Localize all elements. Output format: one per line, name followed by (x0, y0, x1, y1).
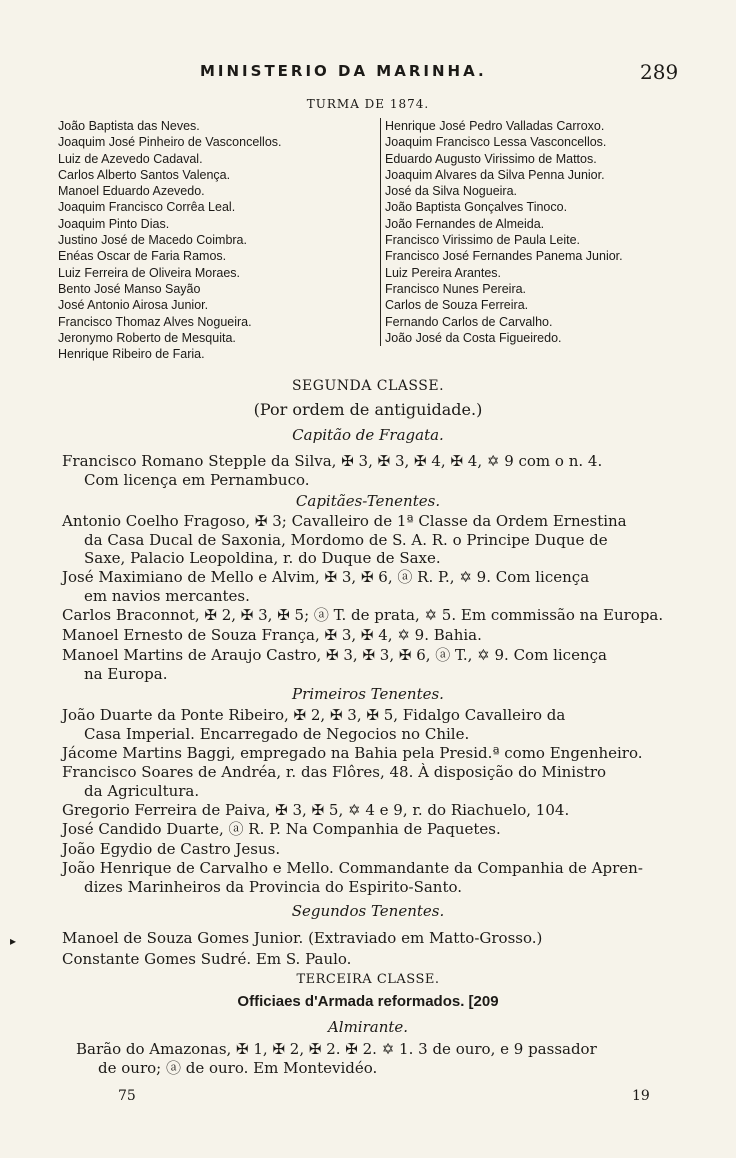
footer-signature-left: 75 (118, 1088, 136, 1104)
turma-heading: TURMA DE 1874. (306, 97, 430, 111)
entry-line: Saxe, Palacio Leopoldina, r. do Duque de Saxe. (84, 549, 441, 568)
list-item: José Antonio Airosa Junior. (58, 298, 209, 313)
entry (62, 744, 702, 763)
names-right-column (380, 118, 715, 346)
list-item: Bento José Manso Sayão (58, 281, 201, 296)
entry-line: dizes Marinheiros da Provincia do Espirito-Santo. (84, 877, 463, 896)
entry-line: de ouro; ⓐ de ouro. Em Montevidéo. (98, 1058, 378, 1077)
section-title: SEGUNDA CLASSE. (291, 378, 445, 394)
entry-line: Com licença em Pernambuco. (84, 470, 310, 489)
entry-line: Francisco Romano Stepple da Silva, ✠ 3, ✠ 3, ✠ 4, ✠ 4, ✡ 9 com o n. 4. (62, 452, 603, 470)
entry-line: Francisco Soares de Andréa, r. das Flôres, 48. À disposição do Ministro (62, 763, 607, 781)
entry-line: João Egydio de Castro Jesus. (62, 840, 281, 858)
entry (76, 1040, 716, 1077)
entry (62, 706, 702, 743)
names-left-column (58, 118, 376, 362)
entry-line: da Casa Ducal de Saxonia, Mordomo de S. A. R. o Principe Duque de (84, 530, 608, 549)
list-item: Fernando Carlos de Carvalho. (385, 314, 553, 329)
rank-heading: Capitão de Fragata. (292, 426, 444, 444)
section-title: TERCEIRA CLASSE. (296, 972, 440, 987)
list-item: Joaquim Pinto Dias. (58, 216, 170, 231)
entry-line: Jácome Martins Baggi, empregado na Bahia pela Presid.ª como Engenheiro. (62, 744, 643, 762)
entry (62, 820, 702, 839)
entry-line: Barão do Amazonas, ✠ 1, ✠ 2, ✠ 2. ✠ 2. ✡ 1. 3 de ouro, e 9 passador (76, 1040, 597, 1058)
entry-line: Casa Imperial. Encarregado de Negocios no Chile. (84, 724, 470, 743)
entry (62, 568, 702, 605)
list-item: João Fernandes de Almeida. (385, 216, 545, 231)
page-number: 289 (640, 60, 679, 84)
list-item: Henrique Ribeiro de Faria. (58, 347, 205, 362)
entry-line: Constante Gomes Sudré. Em S. Paulo. (62, 950, 352, 968)
list-item: Joaquim Francisco Lessa Vasconcellos. (385, 135, 607, 150)
entry (62, 763, 702, 800)
list-item: Eduardo Augusto Virissimo de Mattos. (385, 151, 597, 166)
entry-line: na Europa. (84, 664, 168, 683)
entry-line: José Maximiano de Mello e Alvim, ✠ 3, ✠ 6, ⓐ R. P., ✡ 9. Com licença (62, 568, 590, 586)
entry-line: Manoel Martins de Araujo Castro, ✠ 3, ✠ 3, ✠ 6, ⓐ T., ✡ 9. Com licença (62, 646, 607, 664)
list-item: João Baptista Gonçalves Tinoco. (385, 200, 568, 215)
list-item: Carlos de Souza Ferreira. (385, 298, 529, 313)
rank-heading: Capitães-Tenentes. (295, 492, 441, 510)
entry (62, 452, 702, 489)
section-subtitle: (Por ordem de antiguidade.) (253, 400, 483, 419)
list-item: Luiz Pereira Arantes. (385, 265, 502, 280)
entry-line: Carlos Braconnot, ✠ 2, ✠ 3, ✠ 5; ⓐ T. de prata, ✡ 5. Em commissão na Europa. (62, 606, 664, 624)
margin-mark: ▸ (10, 934, 17, 948)
list-item: Francisco Thomaz Alves Nogueira. (58, 314, 252, 329)
rank-heading: Primeiros Tenentes. (292, 685, 444, 703)
list-item: Francisco Virissimo de Paula Leite. (385, 233, 580, 248)
entry-line: João Henrique de Carvalho e Mello. Commandante da Companhia de Apren- (62, 859, 643, 877)
list-item: Enéas Oscar de Faria Ramos. (58, 249, 227, 264)
entry (62, 646, 702, 683)
entry (62, 840, 702, 859)
list-item: Francisco Nunes Pereira. (385, 281, 527, 296)
list-item: José da Silva Nogueira. (385, 184, 518, 199)
list-item: João José da Costa Figueiredo. (385, 330, 562, 345)
list-item: Luiz Ferreira de Oliveira Moraes. (58, 265, 241, 280)
entry-line: Manoel Ernesto de Souza França, ✠ 3, ✠ 4, ✡ 9. Bahia. (62, 626, 482, 644)
list-item: Joaquim Alvares da Silva Penna Junior. (385, 167, 605, 182)
entry (62, 606, 702, 625)
list-item: Francisco José Fernandes Panema Junior. (385, 249, 623, 264)
list-item: Jeronymo Roberto de Mesquita. (58, 330, 236, 345)
list-item: Henrique José Pedro Valladas Carroxo. (385, 119, 605, 133)
entry-line: Antonio Coelho Fragoso, ✠ 3; Cavalleiro de 1ª Classe da Ordem Ernestina (62, 512, 627, 530)
list-item: Carlos Alberto Santos Valença. (58, 167, 231, 182)
section-heading: Officiaes d'Armada reformados. [209 (237, 993, 499, 1010)
footer-signature-right: 19 (632, 1088, 650, 1104)
rank-heading: Almirante. (327, 1018, 409, 1036)
entry-line: em navios mercantes. (84, 586, 250, 605)
entry-line: Gregorio Ferreira de Paiva, ✠ 3, ✠ 5, ✡ 4 e 9, r. do Riachuelo, 104. (62, 801, 570, 819)
entry (62, 859, 702, 896)
entry (62, 626, 702, 645)
entry (62, 929, 702, 948)
list-item: Luiz de Azevedo Cadaval. (58, 151, 203, 166)
header-title: MINISTERIO DA MARINHA. (200, 62, 487, 80)
entry-line: José Candido Duarte, ⓐ R. P. Na Companhia de Paquetes. (62, 820, 501, 838)
list-item: Joaquim José Pinheiro de Vasconcellos. (58, 135, 282, 150)
running-header (0, 58, 736, 88)
list-item: Justino José de Macedo Coimbra. (58, 233, 247, 248)
rank-heading: Segundos Tenentes. (291, 902, 445, 920)
entry (62, 512, 702, 568)
list-item: João Baptista das Neves. (58, 119, 200, 133)
entry-line: da Agricultura. (84, 781, 200, 800)
entry (62, 950, 702, 969)
list-item: Joaquim Francisco Corrêa Leal. (58, 200, 236, 215)
name-columns (58, 118, 708, 380)
list-item: Manoel Eduardo Azevedo. (58, 184, 205, 199)
entry-line: Manoel de Souza Gomes Junior. (Extraviado em Matto-Grosso.) (62, 929, 543, 947)
entry (62, 801, 702, 820)
entry-line: João Duarte da Ponte Ribeiro, ✠ 2, ✠ 3, ✠ 5, Fidalgo Cavalleiro da (62, 706, 566, 724)
